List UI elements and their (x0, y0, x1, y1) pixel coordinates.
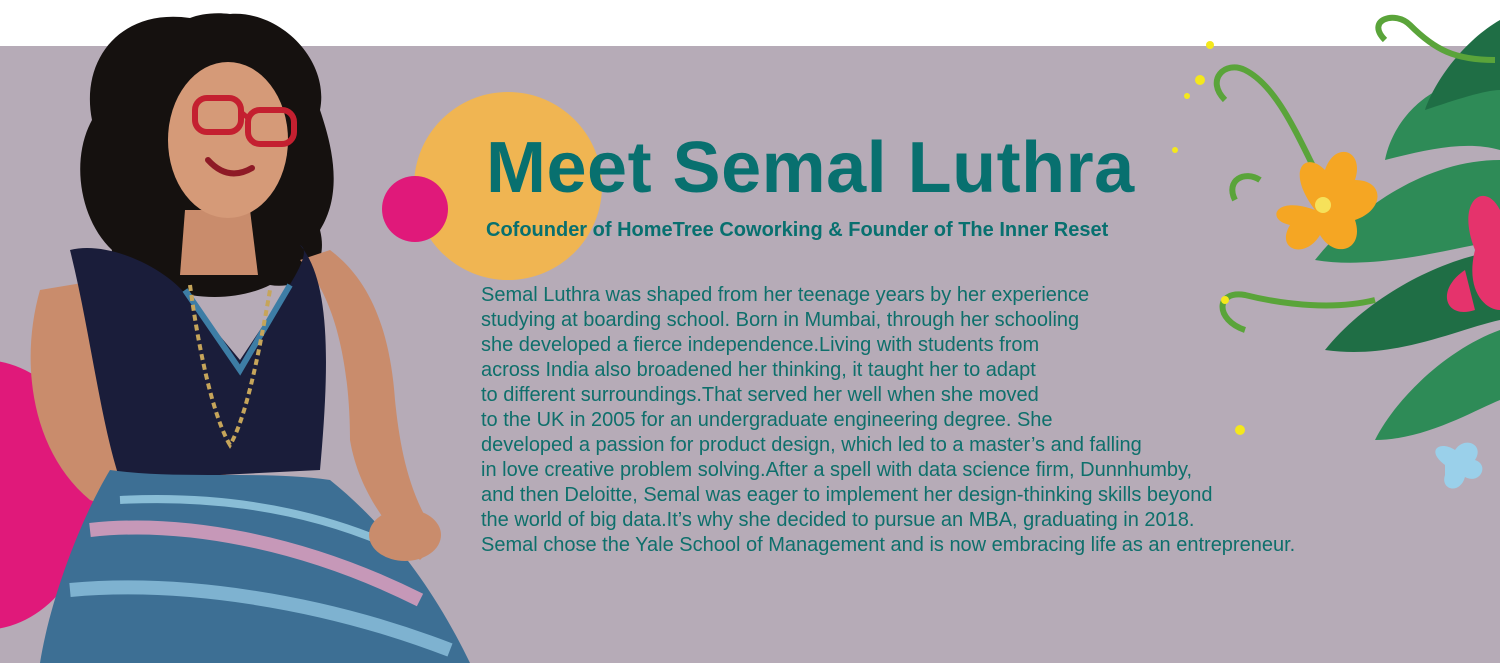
neck (180, 210, 258, 275)
bio-line: to different surroundings.That served her well when she moved (481, 384, 1039, 406)
bio-line: she developed a fierce independence.Living with students from (481, 334, 1040, 356)
bio-line: developed a passion for product design, which led to a master’s and falling (481, 434, 1142, 456)
face (168, 62, 288, 218)
vine (1217, 67, 1315, 170)
bio-line: studying at boarding school. Born in Mumbai, through her schooling (481, 309, 1080, 331)
clasped-hands (369, 509, 441, 561)
blue-flower (1435, 443, 1482, 489)
bio-line: to the UK in 2005 for an undergraduate engineering degree. She (481, 409, 1053, 431)
floral-illustration (1165, 0, 1500, 520)
vine (1232, 176, 1260, 200)
bio-line: Semal chose the Yale School of Management and is now embracing life as an entrepreneur. (481, 534, 1296, 556)
portrait-photo (0, 0, 480, 663)
page-title: Meet Semal Luthra (486, 128, 1135, 208)
bio-line: and then Deloitte, Semal was eager to implement her design-thinking skills beyond (481, 484, 1213, 506)
bio-line: the world of big data.It’s why she decided to pursue an MBA, graduating in 2018. (481, 509, 1195, 531)
bio-line: across India also broadened her thinking, it taught her to adapt (481, 359, 1036, 381)
subtitle: Cofounder of HomeTree Coworking & Founder of The Inner Reset (486, 219, 1109, 241)
bio-line: Semal Luthra was shaped from her teenage years by her experience (481, 284, 1090, 306)
bio-line: in love creative problem solving.After a spell with data science firm, Dunnhumby, (481, 459, 1193, 481)
